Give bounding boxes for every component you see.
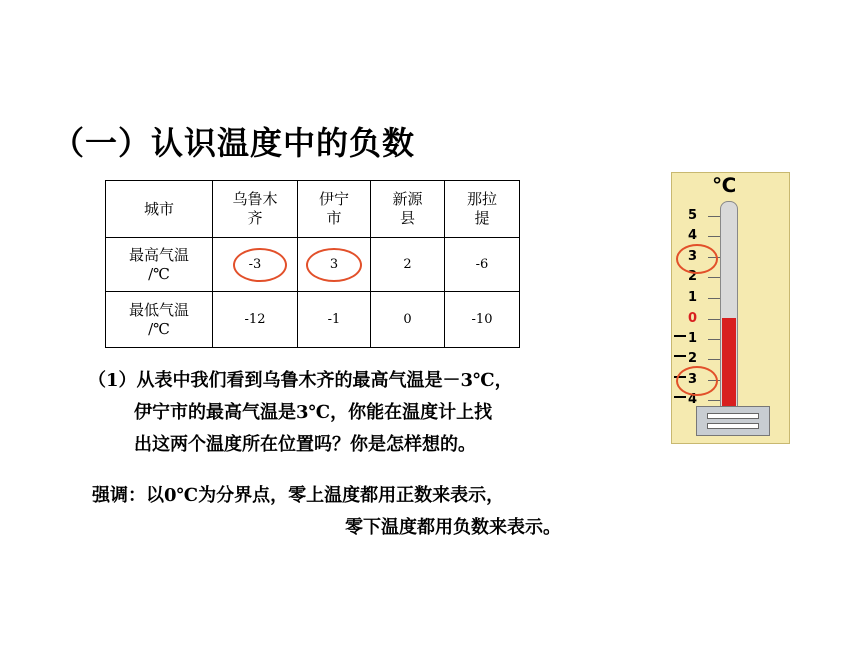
highlight-circle-minus-3	[676, 366, 718, 396]
scale-label: 3	[688, 249, 698, 264]
header-cell: 新源 县	[371, 181, 445, 238]
question-line-2: 伊宁市的最高气温是3℃，你能在温度计上找	[134, 402, 493, 423]
table-cell: -3	[213, 238, 298, 292]
thermometer-base	[696, 406, 770, 436]
question-line-3: 出这两个温度所在位置吗？你是怎样想的。	[134, 434, 476, 455]
table-cell: 3	[298, 238, 371, 292]
header-cell: 那拉 提	[445, 181, 520, 238]
slide-title: （一）认识温度中的负数	[52, 124, 416, 162]
scale-label: 1	[688, 290, 698, 305]
table-cell: 0	[371, 292, 445, 348]
table-cell: -12	[213, 292, 298, 348]
question-line-1: （1）从表中我们看到乌鲁木齐的最高气温是－3℃，	[88, 370, 513, 391]
scale-label: 4	[688, 392, 698, 407]
table-cell: -10	[445, 292, 520, 348]
emphasis-line-1: 强调：以0℃为分界点，零上温度都用正数来表示，	[92, 485, 505, 506]
table-row	[106, 292, 520, 348]
base-bar	[707, 423, 759, 429]
table-cell: 2	[371, 238, 445, 292]
scale-label: 5	[688, 208, 698, 223]
scale-label: 1	[688, 331, 698, 346]
table-cell: -6	[445, 238, 520, 292]
scale-tick	[708, 400, 720, 401]
row-label: 最高气温 /℃	[106, 238, 213, 292]
scale-tick	[708, 339, 720, 340]
scale-tick	[708, 359, 720, 360]
scale-tick	[708, 216, 720, 217]
header-cell: 伊宁 市	[298, 181, 371, 238]
minus-sign	[674, 396, 686, 398]
emphasis-line-2: 零下温度都用负数来表示。	[345, 517, 561, 538]
minus-sign	[674, 335, 686, 337]
minus-sign	[674, 355, 686, 357]
scale-tick	[708, 236, 720, 237]
scale-label-zero: 0	[688, 311, 698, 326]
celsius-unit-label: ℃	[712, 173, 737, 197]
highlight-circle-yining	[306, 248, 362, 282]
thermometer-mercury	[722, 318, 736, 413]
row-label: 最低气温 /℃	[106, 292, 213, 348]
highlight-circle-plus-3	[676, 244, 718, 274]
header-cell: 城市	[106, 181, 213, 238]
base-bar	[707, 413, 759, 419]
scale-tick	[708, 319, 720, 320]
table-cell: -1	[298, 292, 371, 348]
scale-label: 2	[688, 269, 698, 284]
table-header-row	[106, 181, 520, 238]
scale-tick	[708, 277, 720, 278]
scale-label: 2	[688, 351, 698, 366]
scale-tick	[708, 298, 720, 299]
highlight-circle-urumqi	[233, 248, 287, 282]
header-cell: 乌鲁木 齐	[213, 181, 298, 238]
thermometer	[671, 172, 790, 444]
scale-label: 3	[688, 372, 698, 387]
scale-label: 4	[688, 228, 698, 243]
